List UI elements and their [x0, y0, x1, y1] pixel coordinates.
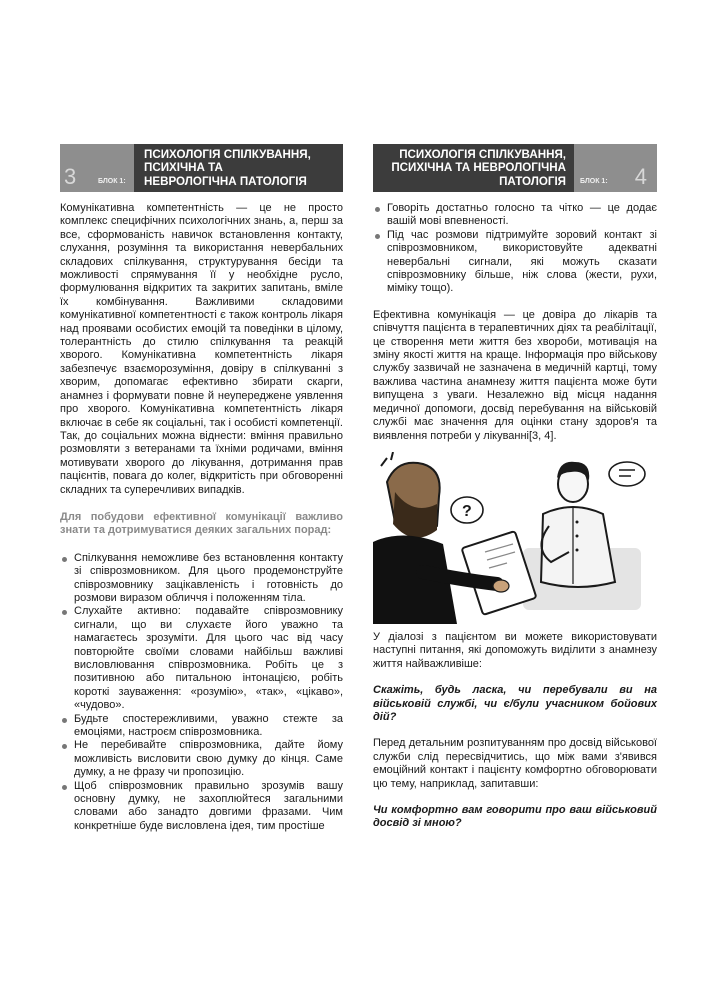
left-intro-paragraph: Комунікативна компетентність — це не просто комплекс специфічних психологічних знань, а, перш за все, сформованість навичок встановлення контакту, слухання, розуміння та використання невербальних складових спілкування, структурування бесіди та можливості спрямування її у необхідне русло, формулювання відкритих та закритих запитань, вміле їх комбінування. Важливими складовими комунікативної компетентності є також контроль лікаря над проявами особистих емоцій та поведінки в цілому, толерантність до стилю спілкування та реакцій хворого. Комунікативна компетентність лікаря забезпечує взаєморозуміння, довіру в спілкуванні з хворим, допомагає ефективно збирати скарги, анамнез і формувати повне й неупереджене уявлення про хворого. Комунікативна компетентність лікаря включає в себе як соціальні, так і особисті компетенції. Так, до соціальних можна віднести: вміння правильно розмовляти з ветеранами та їхніми родичами, вміння мотивувати хворого до лікування, дотримання прав пацієнтів, повага до колег, відкритість при обговоренні складних та суперечливих випадків. — [60, 202, 343, 496]
right-paragraph-dialogue: У діалозі з пацієнтом ви можете використовувати наступні питання, які допоможуть виділити з анамнезу життя найважливіше: — [373, 631, 657, 670]
left-column — [60, 202, 343, 833]
list-item: Слухайте активно: подавайте співрозмовнику сигнали, що ви слухаєте його уважно та намагаєтесь зрозуміти. Для цього час від часу повторюйте своїми словами найбільш важливі висловлювання співрозмовника. Робіть це з позитивною або питальною інтонацією, робіть короткі зауваження: «розумію», «так», «цікаво», «чудово». — [60, 605, 343, 712]
left-bullet-list — [60, 552, 343, 834]
right-header-title-block — [373, 144, 574, 192]
list-item: Будьте спостережливими, уважно стежте за емоціями, настроєм співрозмовника. — [60, 713, 343, 740]
right-question-comfort: Чи комфортно вам говорити про ваш військовий досвід зі мною? — [373, 804, 657, 830]
doctor-patient-illustration — [373, 452, 657, 624]
list-item: Не перебивайте співрозмовника, дайте йому можливість висловити свою думку до кінця. Саме думку, а не фразу чи пропозицію. — [60, 739, 343, 779]
right-column-top — [373, 202, 657, 443]
svg-text:?: ? — [462, 503, 472, 520]
left-header-number-block — [60, 144, 134, 192]
left-block-label: БЛОК 1: — [98, 178, 126, 185]
left-page-header — [60, 144, 343, 192]
right-section-title: ПСИХОЛОГІЯ СПІЛКУВАННЯ, ПСИХІЧНА ТА НЕВРОЛОГІЧНА ПАТОЛОГІЯ — [391, 147, 566, 188]
left-section-title: ПСИХОЛОГІЯ СПІЛКУВАННЯ, ПСИХІЧНА ТА НЕВРОЛОГІЧНА ПАТОЛОГІЯ — [144, 147, 311, 188]
right-header-number-block — [574, 144, 657, 192]
right-page-number: 4 — [634, 164, 647, 189]
list-item: Під час розмови підтримуйте зоровий контакт зі співрозмовником, використовуйте адекватні невербальні сигнали, які можуть сказати співрозмовнику більше, ніж слова (жести, рухи, міміку тощо). — [373, 229, 657, 296]
right-paragraph-communication: Ефективна комунікація — це довіра до лікарів та співчуття пацієнта в терапевтичних діях та реабілітації, це створення мети життя без хвороби, мотивація на зміну якості життя на краще. Інформація про військову службу зазвичай не зазначена в медичній картці, тому важлива частина анамнезу життя пацієнта може бути випущена з уваги. Незалежно від місця надання медичної допомоги, досвід перебування на військовій службі має значення для оцінки стану здоров'я та виявлення потреби у лікуванні[3, 4]. — [373, 308, 657, 442]
list-item: Говоріть достатньо голосно та чітко — це додає вашій мові впевненості. — [373, 202, 657, 229]
left-header-title-block — [134, 144, 343, 192]
right-question-military-service: Скажіть, будь ласка, чи перебували ви на військовій службі, чи є/були учасником бойових дій? — [373, 684, 657, 724]
list-item: Щоб співрозмовник правильно зрозумів вашу основну думку, не захоплюйтеся загальними словами або занадто довгими фразами. Чим конкретніше буде висловлена ідея, тим простіше — [60, 780, 343, 834]
right-paragraph-before-questioning: Перед детальним розпитуванням про досвід військової служби слід пересвідчитись, що між вами з'явився емоційний контакт і пацієнту комфортно обговорювати цю тему, наприклад, запитавши: — [373, 737, 657, 790]
left-page-number: 3 — [64, 164, 77, 189]
right-block-label: БЛОК 1: — [580, 178, 608, 185]
right-page-header — [373, 144, 657, 192]
right-column-bottom — [373, 631, 657, 831]
right-bullet-list — [373, 202, 657, 296]
list-item: Спілкування неможливе без встановлення контакту зі співрозмовником. Для цього продемонструйте співрозмовнику зацікавленість і готовність до розмови виразом обличчя і положенням тіла. — [60, 552, 343, 606]
left-subheading: Для побудови ефективної комунікації важливо знати та дотримуватися деяких загальних порад: — [60, 510, 343, 537]
